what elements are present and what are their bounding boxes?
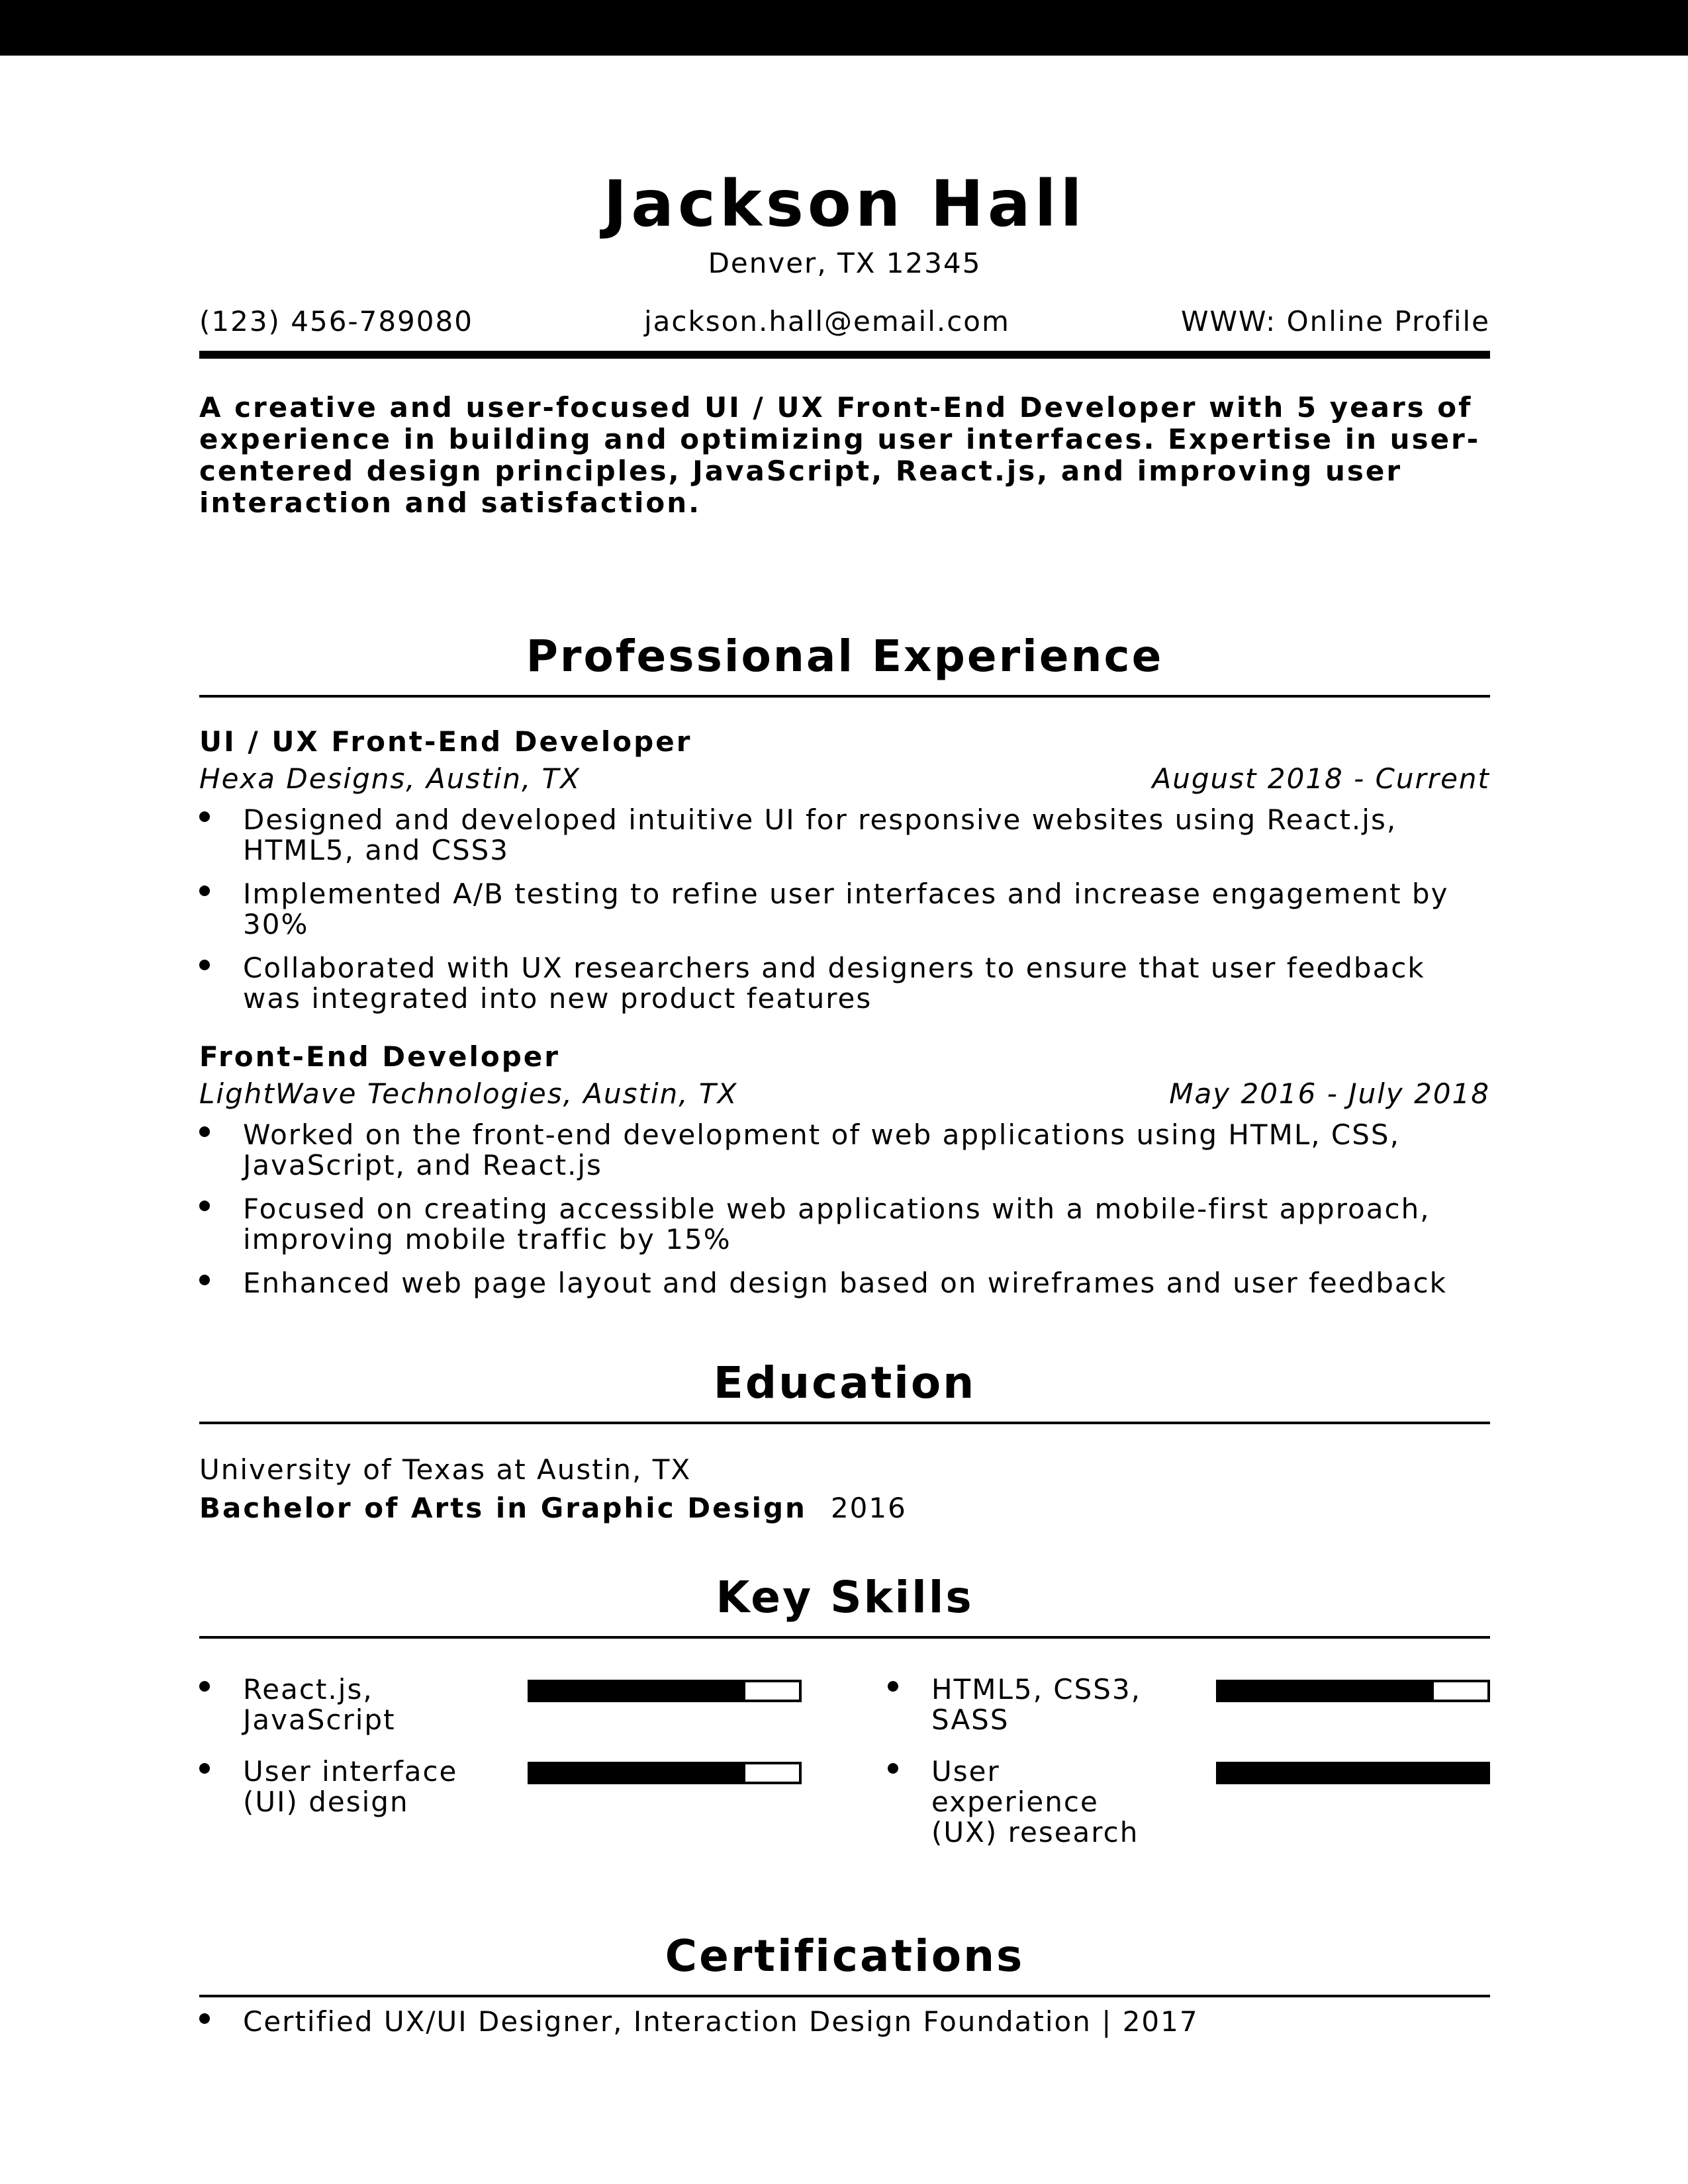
bullet-icon [199, 811, 210, 822]
bullet-item [199, 1120, 1490, 1181]
resume-page [199, 56, 1490, 2050]
skills-column-left [199, 1674, 802, 1869]
degree-name: Bachelor of Arts in Graphic Design [199, 1492, 807, 1524]
skill-level-fill [530, 1682, 745, 1700]
bullet-icon [199, 1201, 210, 1211]
bullet-icon [199, 960, 210, 970]
candidate-name: Jackson Hall [603, 167, 1086, 241]
phone-number: (123) 456-789080 [199, 305, 473, 338]
bullet-text: Worked on the front-end development of web applications using HTML, CSS, JavaScript, and React.js [243, 1118, 1400, 1181]
job-bullets [199, 1120, 1490, 1298]
skill-level-bar [528, 1680, 802, 1702]
contact-line [199, 304, 1490, 359]
skill-item [888, 1674, 1490, 1735]
bullet-icon [199, 1275, 210, 1285]
job-dates: May 2016 - July 2018 [1169, 1077, 1490, 1110]
skill-level-fill [1219, 1764, 1487, 1782]
certifications-heading: Certifications [199, 1930, 1490, 1997]
bullet-icon [199, 1681, 210, 1692]
candidate-address: Denver, TX 12345 [708, 247, 982, 279]
education-heading: Education [199, 1357, 1490, 1424]
bullet-text: Implemented A/B testing to refine user interfaces and increase engagement by 30% [243, 878, 1449, 940]
graduation-year: 2016 [830, 1492, 907, 1524]
bullet-icon [199, 1126, 210, 1137]
skill-level-bar [1216, 1762, 1490, 1784]
bullet-item [199, 1194, 1490, 1255]
experience-heading: Professional Experience [199, 630, 1490, 698]
email-address: jackson.hall@email.com [643, 305, 1010, 338]
bullet-text: Designed and developed intuitive UI for responsive websites using React.js, HTML5, and CSS3 [243, 803, 1397, 866]
skill-level-bar [1216, 1680, 1490, 1702]
professional-summary: A creative and user-focused UI / UX Front-End Developer with 5 years of experience in building and optimizing user interfaces. Expertise in user-centered design principles, JavaScript, React.js, and improving user interaction and satisfaction. [199, 391, 1481, 519]
bullet-item [199, 1268, 1490, 1298]
job-company: Hexa Designs, Austin, TX [199, 762, 581, 795]
bullet-icon [888, 1681, 898, 1692]
skill-label [888, 1674, 1170, 1735]
job-entry [199, 1040, 1490, 1298]
bullet-item [199, 879, 1490, 940]
job-entry [199, 725, 1490, 1014]
website-link[interactable]: WWW: Online Profile [1180, 305, 1490, 338]
education-entry [199, 1451, 1490, 1527]
job-meta [199, 1077, 1490, 1111]
skill-level-fill [530, 1764, 745, 1782]
job-title: UI / UX Front-End Developer [199, 725, 692, 758]
bullet-text: Collaborated with UX researchers and designers to ensure that user feedback was integrated into new product features [243, 952, 1425, 1015]
skill-label [199, 1756, 481, 1817]
job-title: Front-End Developer [199, 1040, 560, 1073]
skill-item [199, 1674, 802, 1735]
top-border-bar [0, 0, 1688, 56]
bullet-icon [199, 1763, 210, 1774]
job-bullets [199, 805, 1490, 1014]
skill-name: React.js, JavaScript [243, 1673, 396, 1736]
skill-level-fill [1219, 1682, 1434, 1700]
certifications-list [199, 2007, 1490, 2037]
degree-line [199, 1489, 1490, 1527]
certification-text: Certified UX/UI Designer, Interaction Design Foundation | 2017 [243, 2005, 1199, 2038]
job-company: LightWave Technologies, Austin, TX [199, 1077, 738, 1110]
skills-heading: Key Skills [199, 1571, 1490, 1639]
bullet-icon [199, 886, 210, 896]
bullet-item [199, 953, 1490, 1014]
skill-level-bar [528, 1762, 802, 1784]
job-meta [199, 762, 1490, 796]
skill-label [199, 1674, 481, 1735]
skill-name: User experience (UX) research [931, 1755, 1139, 1848]
bullet-icon [888, 1763, 898, 1774]
skill-item [888, 1756, 1490, 1848]
skill-name: HTML5, CSS3, SASS [931, 1673, 1142, 1736]
school-name: University of Texas at Austin, TX [199, 1453, 692, 1486]
job-dates: August 2018 - Current [1152, 762, 1490, 795]
skill-item [199, 1756, 802, 1817]
bullet-text: Focused on creating accessible web applications with a mobile-first approach, improving mobile traffic by 15% [243, 1193, 1430, 1255]
certification-item [199, 2007, 1490, 2037]
bullet-icon [199, 2013, 210, 2024]
bullet-text: Enhanced web page layout and design based on wireframes and user feedback [243, 1267, 1448, 1299]
bullet-item [199, 805, 1490, 866]
skills-column-right [888, 1674, 1490, 1869]
skill-name: User interface (UI) design [243, 1755, 458, 1818]
skill-label [888, 1756, 1170, 1848]
skills-grid [199, 1674, 1490, 1869]
